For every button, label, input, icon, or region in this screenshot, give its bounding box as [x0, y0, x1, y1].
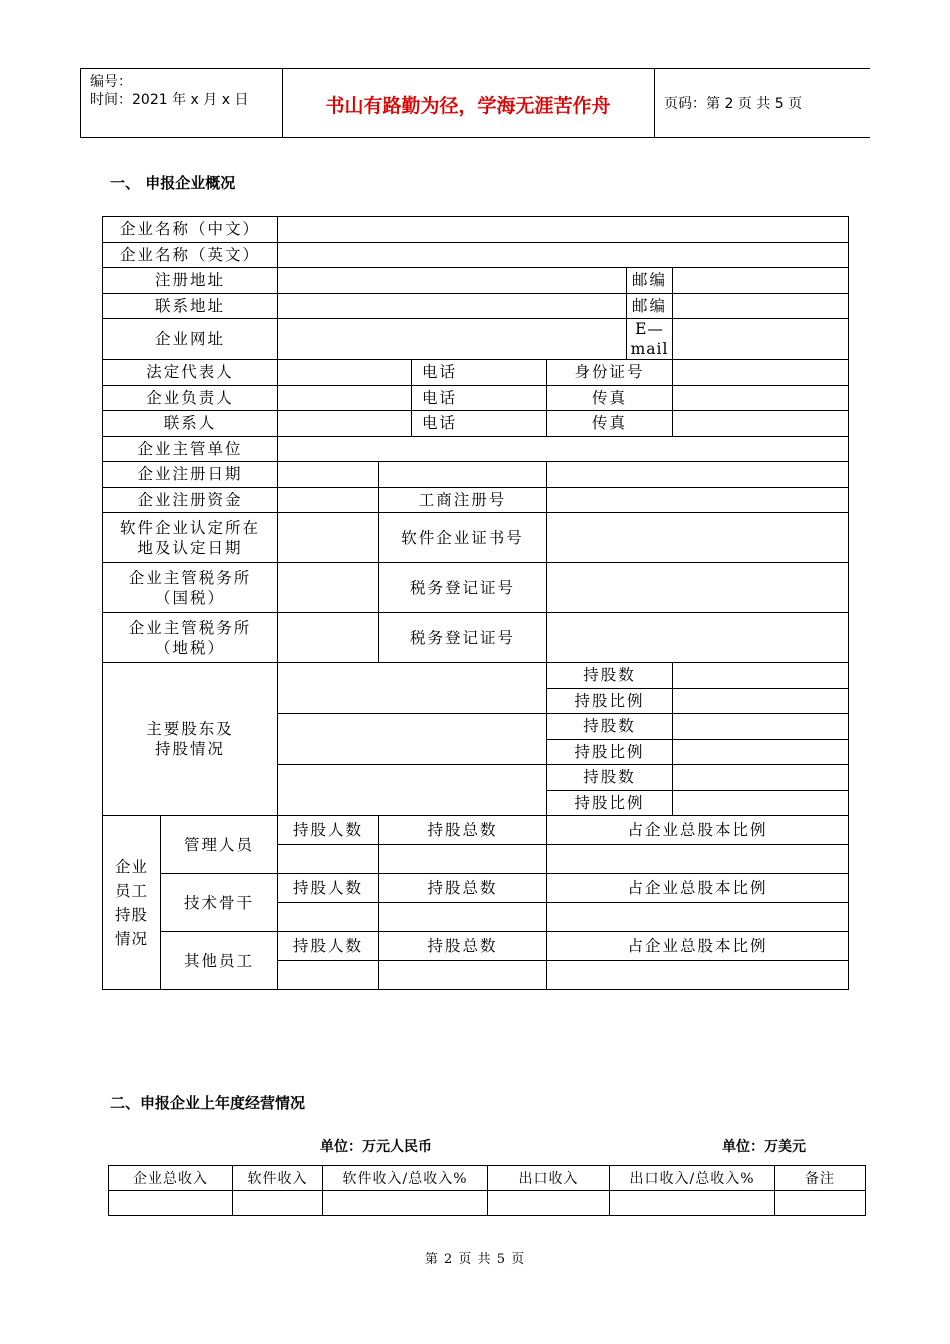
header-divider	[80, 69, 81, 137]
table-row	[103, 268, 849, 294]
column-header: 出口收入/总收入%	[610, 1166, 775, 1191]
document-number: 编号：	[90, 74, 132, 90]
header-meta	[90, 73, 248, 109]
header-motto: 书山有路勤为径，学海无涯苦作舟	[325, 95, 611, 117]
table-row	[103, 663, 849, 689]
table-row	[103, 563, 849, 613]
table-row	[109, 1191, 866, 1216]
column-header: 软件收入/总收入%	[323, 1166, 488, 1191]
label-cell: E—mail	[627, 319, 673, 360]
label-cell: 占企业总股本比例	[547, 816, 849, 845]
value-cell[interactable]	[278, 563, 379, 613]
value-cell[interactable]	[673, 385, 849, 411]
label-line: 持股	[114, 905, 148, 924]
label-line: 企业	[114, 857, 148, 876]
table-row	[103, 487, 849, 513]
shareholder-name-cell[interactable]	[278, 663, 547, 714]
label-cell: 工商注册号	[379, 487, 547, 513]
label-cell: 持股总数	[379, 932, 547, 961]
label-cell: 持股总数	[379, 874, 547, 903]
value-cell[interactable]	[278, 242, 849, 268]
table-row	[103, 242, 849, 268]
value-cell[interactable]	[673, 411, 849, 437]
label-cell: 持股数	[547, 714, 673, 740]
value-cell[interactable]	[278, 613, 379, 663]
label-cell: 技术骨干	[161, 874, 278, 932]
label-cell: 企业网址	[103, 319, 278, 360]
table-row	[103, 932, 849, 961]
value-cell[interactable]	[775, 1191, 866, 1216]
value-cell[interactable]	[278, 436, 849, 462]
value-cell[interactable]	[233, 1191, 323, 1216]
label-cell: 管理人员	[161, 816, 278, 874]
label-cell: 联系地址	[103, 293, 278, 319]
label-cell: 占企业总股本比例	[547, 932, 849, 961]
value-cell[interactable]	[278, 411, 412, 437]
value-cell[interactable]	[547, 487, 849, 513]
operations-table	[108, 1165, 866, 1216]
value-cell[interactable]	[379, 903, 547, 932]
value-cell[interactable]	[547, 613, 849, 663]
value-cell[interactable]	[278, 217, 849, 243]
label-cell: 企业注册日期	[103, 462, 278, 488]
page-header	[80, 68, 870, 138]
value-cell[interactable]	[278, 319, 627, 360]
label-cell: 企业注册资金	[103, 487, 278, 513]
label-cell: 传真	[547, 411, 673, 437]
label-cell: 持股人数	[278, 816, 379, 845]
page-footer: 第 2 页 共 5 页	[424, 1252, 526, 1267]
table-row	[103, 411, 849, 437]
header-page-number: 页码：第 2 页 共 5 页	[664, 96, 803, 112]
column-header: 备注	[775, 1166, 866, 1191]
label-line: 持股情况	[155, 740, 226, 758]
label-cell: 税务登记证号	[379, 563, 547, 613]
label-cell	[103, 563, 278, 613]
label-cell: 企业主管单位	[103, 436, 278, 462]
table-row	[103, 436, 849, 462]
label-cell: 软件企业证书号	[379, 513, 547, 563]
label-cell: 持股比例	[547, 688, 673, 714]
label-cell: 持股人数	[278, 932, 379, 961]
label-cell: 法定代表人	[103, 360, 278, 386]
table-row	[103, 874, 849, 903]
value-cell[interactable]	[547, 903, 849, 932]
value-cell[interactable]	[673, 663, 849, 689]
label-cell: 持股总数	[379, 816, 547, 845]
label-cell	[103, 513, 278, 563]
label-cell: 持股人数	[278, 874, 379, 903]
label-cell: 持股数	[547, 663, 673, 689]
value-cell[interactable]	[379, 961, 547, 990]
value-cell[interactable]	[278, 903, 379, 932]
section-title: 二、申报企业上年度经营情况	[110, 1094, 306, 1112]
value-cell[interactable]	[673, 688, 849, 714]
value-cell[interactable]	[673, 714, 849, 740]
table-row	[103, 816, 849, 845]
value-cell[interactable]	[673, 360, 849, 386]
value-cell[interactable]	[278, 385, 412, 411]
label-cell: 持股比例	[547, 739, 673, 765]
table-row	[103, 319, 849, 360]
table-row	[103, 217, 849, 243]
label-cell: 其他员工	[161, 932, 278, 990]
value-cell[interactable]	[278, 462, 379, 488]
staff-holding-label	[103, 816, 161, 990]
column-header: 企业总收入	[109, 1166, 233, 1191]
label-cell	[103, 663, 278, 816]
document-time: 时间：2021 年 x 月 x 日	[90, 92, 249, 108]
value-cell[interactable]	[673, 790, 849, 816]
label-cell: 电话	[412, 411, 547, 437]
label-line: 情况	[114, 929, 148, 948]
value-cell[interactable]	[278, 513, 379, 563]
value-cell[interactable]	[673, 765, 849, 791]
table-header-row	[109, 1166, 866, 1191]
table-row	[103, 613, 849, 663]
value-cell[interactable]	[547, 462, 849, 488]
value-cell[interactable]	[379, 845, 547, 874]
shareholder-name-cell[interactable]	[278, 765, 547, 816]
label-line: 企业主管税务所	[128, 618, 252, 637]
value-cell[interactable]	[278, 487, 379, 513]
value-cell[interactable]	[610, 1191, 775, 1216]
value-cell[interactable]	[278, 961, 379, 990]
value-cell[interactable]	[323, 1191, 488, 1216]
column-header: 软件收入	[233, 1166, 323, 1191]
label-line: 企业主管税务所	[128, 568, 252, 587]
label-cell: 持股比例	[547, 790, 673, 816]
label-cell: 占企业总股本比例	[547, 874, 849, 903]
value-cell[interactable]	[673, 293, 849, 319]
label-line: 员工	[114, 881, 148, 900]
table-row	[103, 360, 849, 386]
section-title: 一、 申报企业概况	[110, 174, 236, 192]
table-row	[103, 385, 849, 411]
value-cell[interactable]	[673, 319, 849, 360]
label-line: 软件企业认定所在	[120, 518, 261, 537]
label-line: （地税）	[155, 638, 226, 657]
value-cell[interactable]	[547, 513, 849, 563]
label-cell: 邮编	[627, 293, 673, 319]
header-divider	[654, 69, 655, 137]
label-cell: 持股数	[547, 765, 673, 791]
label-cell	[103, 613, 278, 663]
label-cell: 税务登记证号	[379, 613, 547, 663]
label-cell: 身份证号	[547, 360, 673, 386]
label-cell: 电话	[412, 360, 547, 386]
label-cell: 注册地址	[103, 268, 278, 294]
label-cell: 企业负责人	[103, 385, 278, 411]
column-header: 出口收入	[488, 1166, 610, 1191]
label-cell: 联系人	[103, 411, 278, 437]
label-cell: 企业名称（英文）	[103, 242, 278, 268]
label-line: 地及认定日期	[137, 538, 243, 557]
value-cell[interactable]	[379, 462, 547, 488]
value-cell[interactable]	[109, 1191, 233, 1216]
value-cell[interactable]	[547, 563, 849, 613]
label-cell: 企业名称（中文）	[103, 217, 278, 243]
label-cell: 电话	[412, 385, 547, 411]
unit-rmb-label: 单位：万元人民币	[320, 1139, 432, 1155]
table-row	[103, 513, 849, 563]
enterprise-overview-table	[102, 216, 849, 990]
value-cell[interactable]	[673, 268, 849, 294]
value-cell[interactable]	[278, 268, 627, 294]
value-cell[interactable]	[278, 845, 379, 874]
label-line: 主要股东及	[146, 720, 234, 738]
value-cell[interactable]	[673, 739, 849, 765]
value-cell[interactable]	[278, 293, 627, 319]
label-cell: 传真	[547, 385, 673, 411]
table-row	[103, 293, 849, 319]
value-cell[interactable]	[488, 1191, 610, 1216]
value-cell[interactable]	[547, 845, 849, 874]
label-cell: 邮编	[627, 268, 673, 294]
shareholder-name-cell[interactable]	[278, 714, 547, 765]
value-cell[interactable]	[278, 360, 412, 386]
unit-usd-label: 单位：万美元	[722, 1139, 806, 1155]
label-line: （国税）	[155, 588, 226, 607]
table-row	[103, 462, 849, 488]
value-cell[interactable]	[547, 961, 849, 990]
